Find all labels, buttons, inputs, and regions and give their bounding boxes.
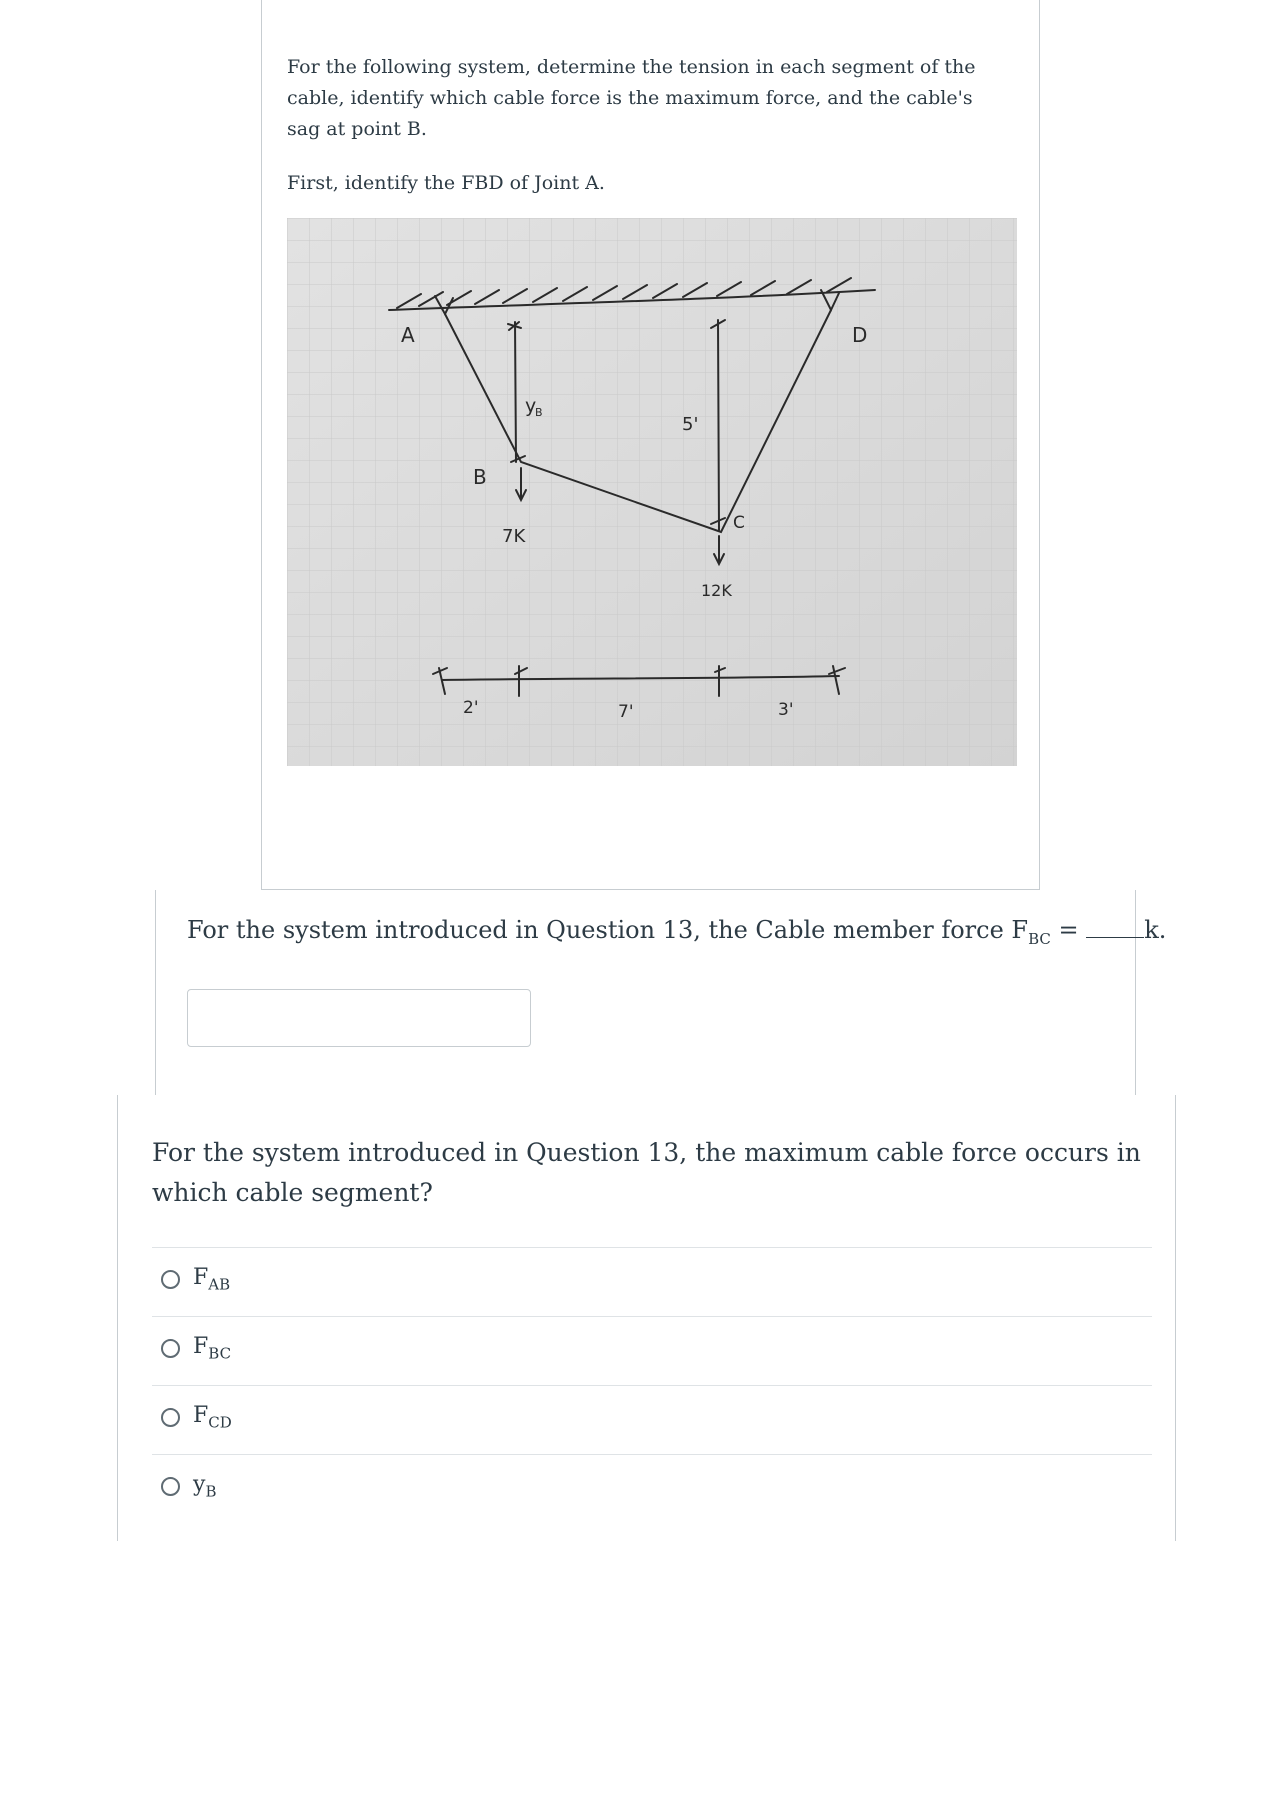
option-subscript: B [205,1482,217,1501]
label-d: D [852,323,868,347]
answer-option-fab[interactable] [152,1247,1152,1316]
question-13-intro: For the following system, determine the tension in each segment of the cable, identify which cable force is the maximum force, and the cable's sag at point B. [287,56,976,140]
answer-option-fcd[interactable] [152,1385,1152,1454]
c-dimension-line [718,320,719,530]
question-14-blank-line [1086,917,1144,938]
option-label [193,1472,216,1500]
cable-system-figure [287,218,1017,766]
label-dim-1: 2' [463,698,479,718]
option-label [193,1334,231,1362]
option-main-text: F [193,1403,209,1428]
question-14-card [155,890,1167,1095]
label-yb-subscript: B [535,406,543,419]
option-main-text: F [193,1265,209,1290]
label-c: C [733,513,745,533]
question-14-text-before: For the system introduced in Question 13, the Cable member force F [187,916,1029,944]
radio-button[interactable] [161,1477,180,1496]
option-subscript: BC [208,1344,232,1363]
yb-dimension-line [515,322,516,462]
label-a: A [401,323,415,347]
radio-button[interactable] [161,1270,180,1289]
question-14-equals: = [1050,916,1087,944]
label-b: B [473,465,487,489]
option-main-text: y [193,1472,206,1497]
option-subscript: AB [208,1275,231,1294]
question-15-card [117,1095,1176,1541]
question-14-subscript: BC [1028,929,1051,948]
question-14-text-after: k. [1144,916,1167,944]
question-13-card [261,0,1040,890]
label-yb: y [525,395,537,417]
question-14-answer-input[interactable] [187,989,531,1047]
option-label [193,1403,232,1431]
option-subscript: CD [208,1413,232,1432]
option-main-text: F [193,1334,209,1359]
answer-option-fbc[interactable] [152,1316,1152,1385]
label-height-c: 5' [682,414,699,435]
radio-button[interactable] [161,1408,180,1427]
option-label [193,1265,230,1293]
label-load-c: 12K [701,581,732,600]
question-13-prompt: First, identify the FBD of Joint A. [287,172,605,194]
cable-system-drawing [287,218,1017,766]
label-load-b: 7K [502,526,526,547]
label-dim-3: 3' [778,700,794,720]
label-dim-2: 7' [618,702,634,722]
radio-button[interactable] [161,1339,180,1358]
question-14-text [187,916,1166,948]
question-15-text: For the system introduced in Question 13, the maximum cable force occurs in which cable segment? [152,1138,1141,1207]
answer-option-yb[interactable] [152,1454,1152,1523]
